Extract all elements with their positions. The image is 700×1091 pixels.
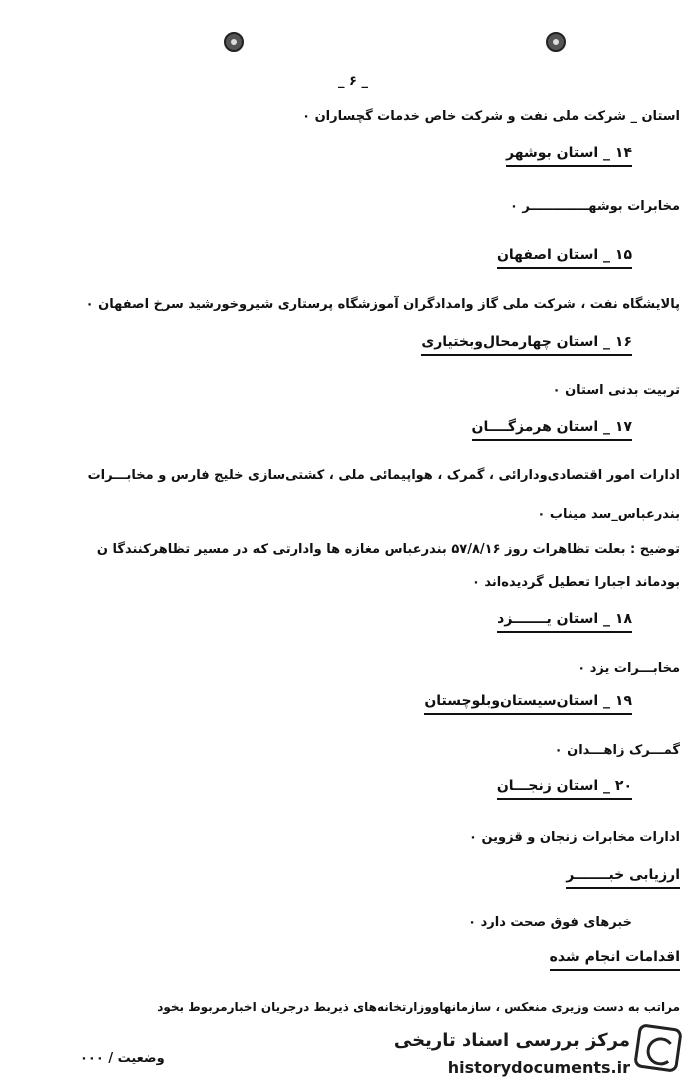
- page-number: _ ۶ _: [338, 74, 368, 89]
- watermark-url: historydocuments.ir: [447, 1058, 630, 1077]
- line-news-accurate: خبرهای فوق صحت دارد ۰: [468, 915, 632, 930]
- watermark-title: مرکز بررسی اسناد تاریخی: [393, 1030, 630, 1051]
- line-bandar-abbas: بندرعباس_سد میناب ۰: [537, 507, 680, 522]
- line-bushehr-telecom: مخابرات بوشهـــــــــــــر ۰: [509, 199, 680, 214]
- heading-chaharmahal: ۱۶ _ استان چهارمحال‌وبختیاری: [0, 333, 632, 356]
- line-physical-education: تربیت بدنی استان ۰: [552, 383, 680, 398]
- punch-hole-left: [224, 32, 244, 52]
- line-zahedan-customs: گمـــرک زاهـــدان ۰: [554, 743, 680, 758]
- line-hormozgan-offices: ادارات امور اقتصادی‌ودارائی ، گمرک ، هواپیمائی ملی ، کشتی‌سازی خلیج فارس و مخابـــرات: [87, 468, 680, 483]
- heading-zanjan: ۲۰ _ استان زنجـــان: [0, 777, 632, 800]
- line-actions-details: مراتب به دست وزیری منعکس ، سازمانهاووزارتخانه‌های ذیربط درجریان اخبارمربوط بخود: [157, 1000, 680, 1014]
- heading-actions-taken: اقدامات انجام شده: [0, 948, 680, 971]
- punch-hole-right: [546, 32, 566, 52]
- heading-bushehr: ۱۴ _ استان بوشهر: [0, 144, 632, 167]
- heading-hormozgan: ۱۷ _ استان هرمزگــــان: [0, 418, 632, 441]
- line-isfahan-details: پالایشگاه نفت ، شرکت ملی گاز وامدادگران آموزشگاه پرستاری شیروخورشید سرخ اصفهان ۰: [85, 297, 680, 312]
- line-status: وضعیت / ۰۰۰: [80, 1051, 165, 1066]
- archive-logo-icon: [633, 1023, 683, 1073]
- heading-yazd: ۱۸ _ استان یـــــــزد: [0, 610, 632, 633]
- archive-watermark: [393, 1022, 682, 1086]
- heading-news-assessment: ارزیابی خبـــــــر: [0, 866, 680, 889]
- line-province-gachsaran: استان _ شرکت ملی نفت و شرکت خاص خدمات گچساران ۰: [302, 109, 680, 124]
- line-explanation: توضیح : بعلت تظاهرات روز ۵۷/۸/۱۶ بندرعباس مغازه ها وادارتی که در مسیر تظاهرکنندگا ن: [96, 542, 680, 557]
- heading-sistan: ۱۹ _ استان‌سیستان‌وبلوچستان: [0, 692, 632, 715]
- line-yazd-telecom: مخابـــرات یزد ۰: [577, 661, 680, 676]
- line-zanjan-telecom: ادارات مخابرات زنجان و قزوین ۰: [469, 830, 680, 845]
- heading-isfahan: ۱۵ _ استان اصفهان: [0, 246, 632, 269]
- line-explanation-cont: بودماند اجبارا تعطیل گردیده‌اند ۰: [471, 575, 680, 590]
